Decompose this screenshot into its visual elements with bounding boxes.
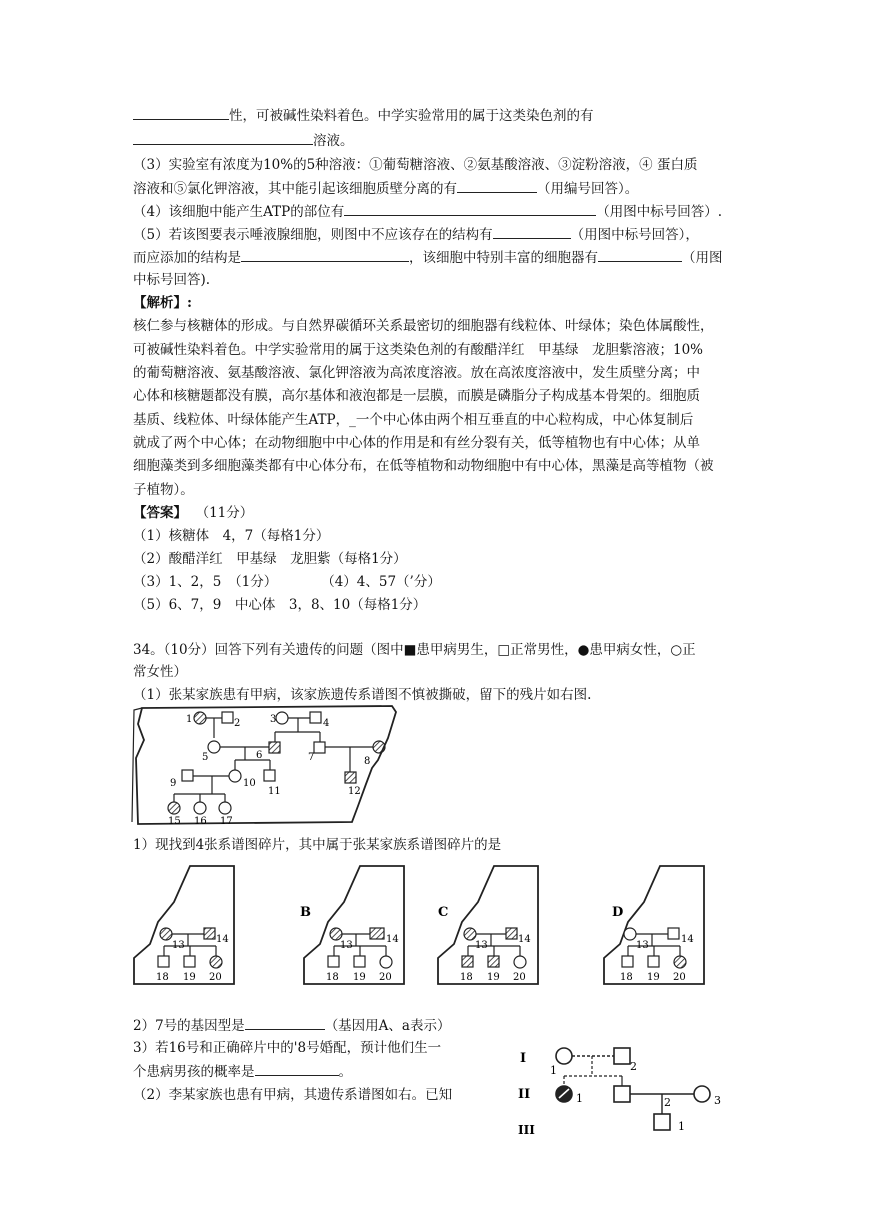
fragment-label: 20 (513, 972, 526, 983)
fragment-label: 13 (475, 940, 488, 951)
fragment-label: 14 (216, 934, 229, 945)
answer-blank[interactable] (598, 248, 682, 262)
text-line (133, 225, 699, 244)
answer-blank[interactable] (457, 179, 537, 193)
text-span: 个患病男孩的概率是 (133, 1064, 255, 1080)
text-span: （4）4、57（’分） (321, 574, 441, 590)
fragment-label: 19 (183, 972, 196, 983)
fragment-label: 18 (156, 972, 169, 983)
li-family-pedigree (512, 1040, 748, 1146)
text-span: （4）该细胞中能产生ATP的部位有 (133, 204, 345, 220)
pedigree-label: 4 (323, 718, 330, 729)
text-span: （用图中标号回答）， (570, 227, 699, 243)
text-span: （3）1、2，5 （1分） (133, 574, 278, 590)
text-span: 溶液。 (313, 133, 354, 149)
fragment-c[interactable] (438, 866, 538, 984)
fragment-letter: C (438, 905, 449, 920)
pedigree-label: 1 (678, 1120, 685, 1133)
pedigree-label: 10 (243, 778, 256, 789)
fragment-label: 14 (681, 934, 694, 945)
pedigree-label: 15 (168, 816, 181, 827)
generation-label: III (518, 1123, 535, 1137)
answer-line: （5）6、7，9 中心体 3，8、10（每格1分） (133, 597, 427, 613)
analysis-line: 基质、线粒体、叶绿体能产生ATP，_一个中心体由两个相互垂直的中心粒构成，中心体复制后 (133, 412, 694, 428)
pedigree-label: 16 (194, 816, 207, 827)
answer-blank[interactable] (133, 106, 229, 120)
text-line (133, 179, 638, 198)
text-span: 性，可被碱性染料着色。中学实验常用的属于这类染色剂的有 (229, 108, 594, 124)
fragment-label: 19 (353, 972, 366, 983)
fragment-letter: D (612, 905, 624, 920)
text-span: （用图 (682, 250, 723, 266)
fragment-letter: B (300, 905, 311, 920)
answer-score: （11分） (195, 505, 254, 521)
generation-label: II (518, 1087, 531, 1102)
text-span: （用图中标号回答）. (596, 204, 722, 220)
question-line: 3）若16号和正确碎片中的'8号婚配，预计他们生一 (133, 1040, 442, 1056)
fragment-label: 18 (326, 972, 339, 983)
analysis-label: 【解析】: (133, 295, 192, 311)
answer-blank[interactable] (241, 248, 409, 262)
text-line: 中标号回答). (133, 272, 211, 288)
fragment-b[interactable] (300, 866, 404, 984)
text-span: （用编号回答）。 (537, 181, 639, 197)
question-line: （1）张某家族患有甲病，该家族遗传系谱图不慎被撕破，留下的残片如右图. (133, 687, 592, 703)
answer-blank[interactable] (245, 1016, 325, 1030)
generation-label: I (520, 1051, 527, 1066)
answer-heading (133, 504, 253, 522)
analysis-line: 可被碱性染料着色。中学实验常用的属于这类染色剂的有酸醋洋红 甲基绿 龙胆紫溶液；10% (133, 342, 704, 358)
answer-line: （1）核糖体 4，7（每格1分） (133, 528, 330, 544)
pedigree-label: 1 (576, 1092, 583, 1105)
question-line: （2）李某家族也患有甲病，其遗传系谱图如右。已知 (133, 1087, 453, 1103)
pedigree-label: 8 (364, 756, 371, 767)
text-line (133, 248, 723, 267)
fragment-label: 13 (636, 940, 649, 951)
pedigree-label: 1 (186, 714, 193, 725)
fragment-label: 13 (172, 940, 185, 951)
text-span: （基因用A、a表示） (324, 1018, 451, 1034)
analysis-line: 核仁参与核糖体的形成。与自然界碳循环关系最密切的细胞器有线粒体、叶绿体；染色体属酸性， (133, 318, 714, 334)
text-span: 而应添加的结构是 (133, 250, 241, 266)
answer-blank[interactable] (133, 131, 313, 145)
fragment-label: 18 (620, 972, 633, 983)
pedigree-label: 9 (170, 778, 177, 789)
pedigree-label: 2 (664, 1096, 671, 1109)
fragment-label: 18 (460, 972, 473, 983)
fragment-label: 20 (379, 972, 392, 983)
text-span: 溶液和⑤氯化钾溶液，其中能引起该细胞质壁分离的有 (133, 181, 457, 197)
text-span: ，该细胞中特别丰富的细胞器有 (409, 250, 598, 266)
question-line: 34。（10分）回答下列有关遗传的问题（图中■患甲病男生，□正常男性，●患甲病女性，○正 (133, 642, 696, 658)
answer-blank[interactable] (255, 1062, 339, 1076)
pedigree-label: 2 (630, 1060, 637, 1073)
text-span: （5）若该图要表示唾液腺细胞，则图中不应该存在的结构有 (133, 227, 493, 243)
analysis-line: 的葡萄糖溶液、氨基酸溶液、氯化钾溶液为高浓度溶液。放在高浓度溶液中，发生质壁分离；中 (133, 365, 700, 381)
answer-label: 【答案】 (133, 505, 187, 521)
pedigree-label: 2 (234, 718, 241, 729)
analysis-line: 细胞藻类到多细胞藻类都有中心体分布，在低等植物和动物细胞中有中心体，黑藻是高等植物（被 (133, 458, 714, 474)
question-line (133, 1016, 451, 1035)
pedigree-label: 3 (270, 714, 277, 725)
analysis-line: 子植物）。 (133, 482, 194, 498)
fragment-label: 14 (386, 934, 399, 945)
question-line: 1）现找到4张系谱图碎片，其中属于张某家族系谱图碎片的是 (133, 837, 502, 853)
text-line (133, 131, 354, 150)
fragment-label: 20 (673, 972, 686, 983)
fragment-label: 19 (647, 972, 660, 983)
text-line (133, 202, 722, 221)
pedigree-label: 12 (348, 786, 361, 797)
text-line: （3）实验室有浓度为10%的5种溶液：①葡萄糖溶液、②氨基酸溶液、③淀粉溶液，④ 蛋白质 (133, 157, 698, 173)
answer-line (133, 573, 441, 591)
text-line (133, 106, 594, 125)
fragment-label: 13 (340, 940, 353, 951)
pedigree-label: 6 (256, 750, 263, 761)
analysis-line: 心体和核糖题都没有膜，高尔基体和液泡都是一层膜，而膜是磷脂分子构成基本骨架的。细胞质 (133, 388, 700, 404)
fragment-d[interactable] (604, 866, 704, 984)
pedigree-label: 17 (220, 816, 233, 827)
torn-pedigree-figure (130, 702, 402, 830)
pedigree-label: 1 (550, 1064, 557, 1077)
fragment-label: 19 (487, 972, 500, 983)
text-span: 2）7号的基因型是 (133, 1018, 245, 1034)
analysis-line: 就成了两个中心体；在动物细胞中中心体的作用是和有丝分裂有关，低等植物也有中心体；从单 (133, 435, 700, 451)
answer-blank[interactable] (344, 202, 596, 216)
answer-line: （2）酸醋洋红 甲基绿 龙胆紫（每格1分） (133, 551, 407, 567)
pedigree-label: 11 (268, 786, 281, 797)
answer-blank[interactable] (493, 225, 571, 239)
fragment-label: 14 (518, 934, 531, 945)
pedigree-fragments (130, 862, 740, 990)
fragment-a[interactable] (134, 866, 234, 984)
fragment-label: 20 (209, 972, 222, 983)
pedigree-label: 5 (202, 752, 209, 763)
text-span: 。 (338, 1064, 352, 1080)
pedigree-label: 7 (308, 752, 315, 763)
pedigree-label: 3 (714, 1094, 721, 1107)
question-line: 常女性） (133, 664, 187, 680)
question-line (133, 1062, 352, 1081)
